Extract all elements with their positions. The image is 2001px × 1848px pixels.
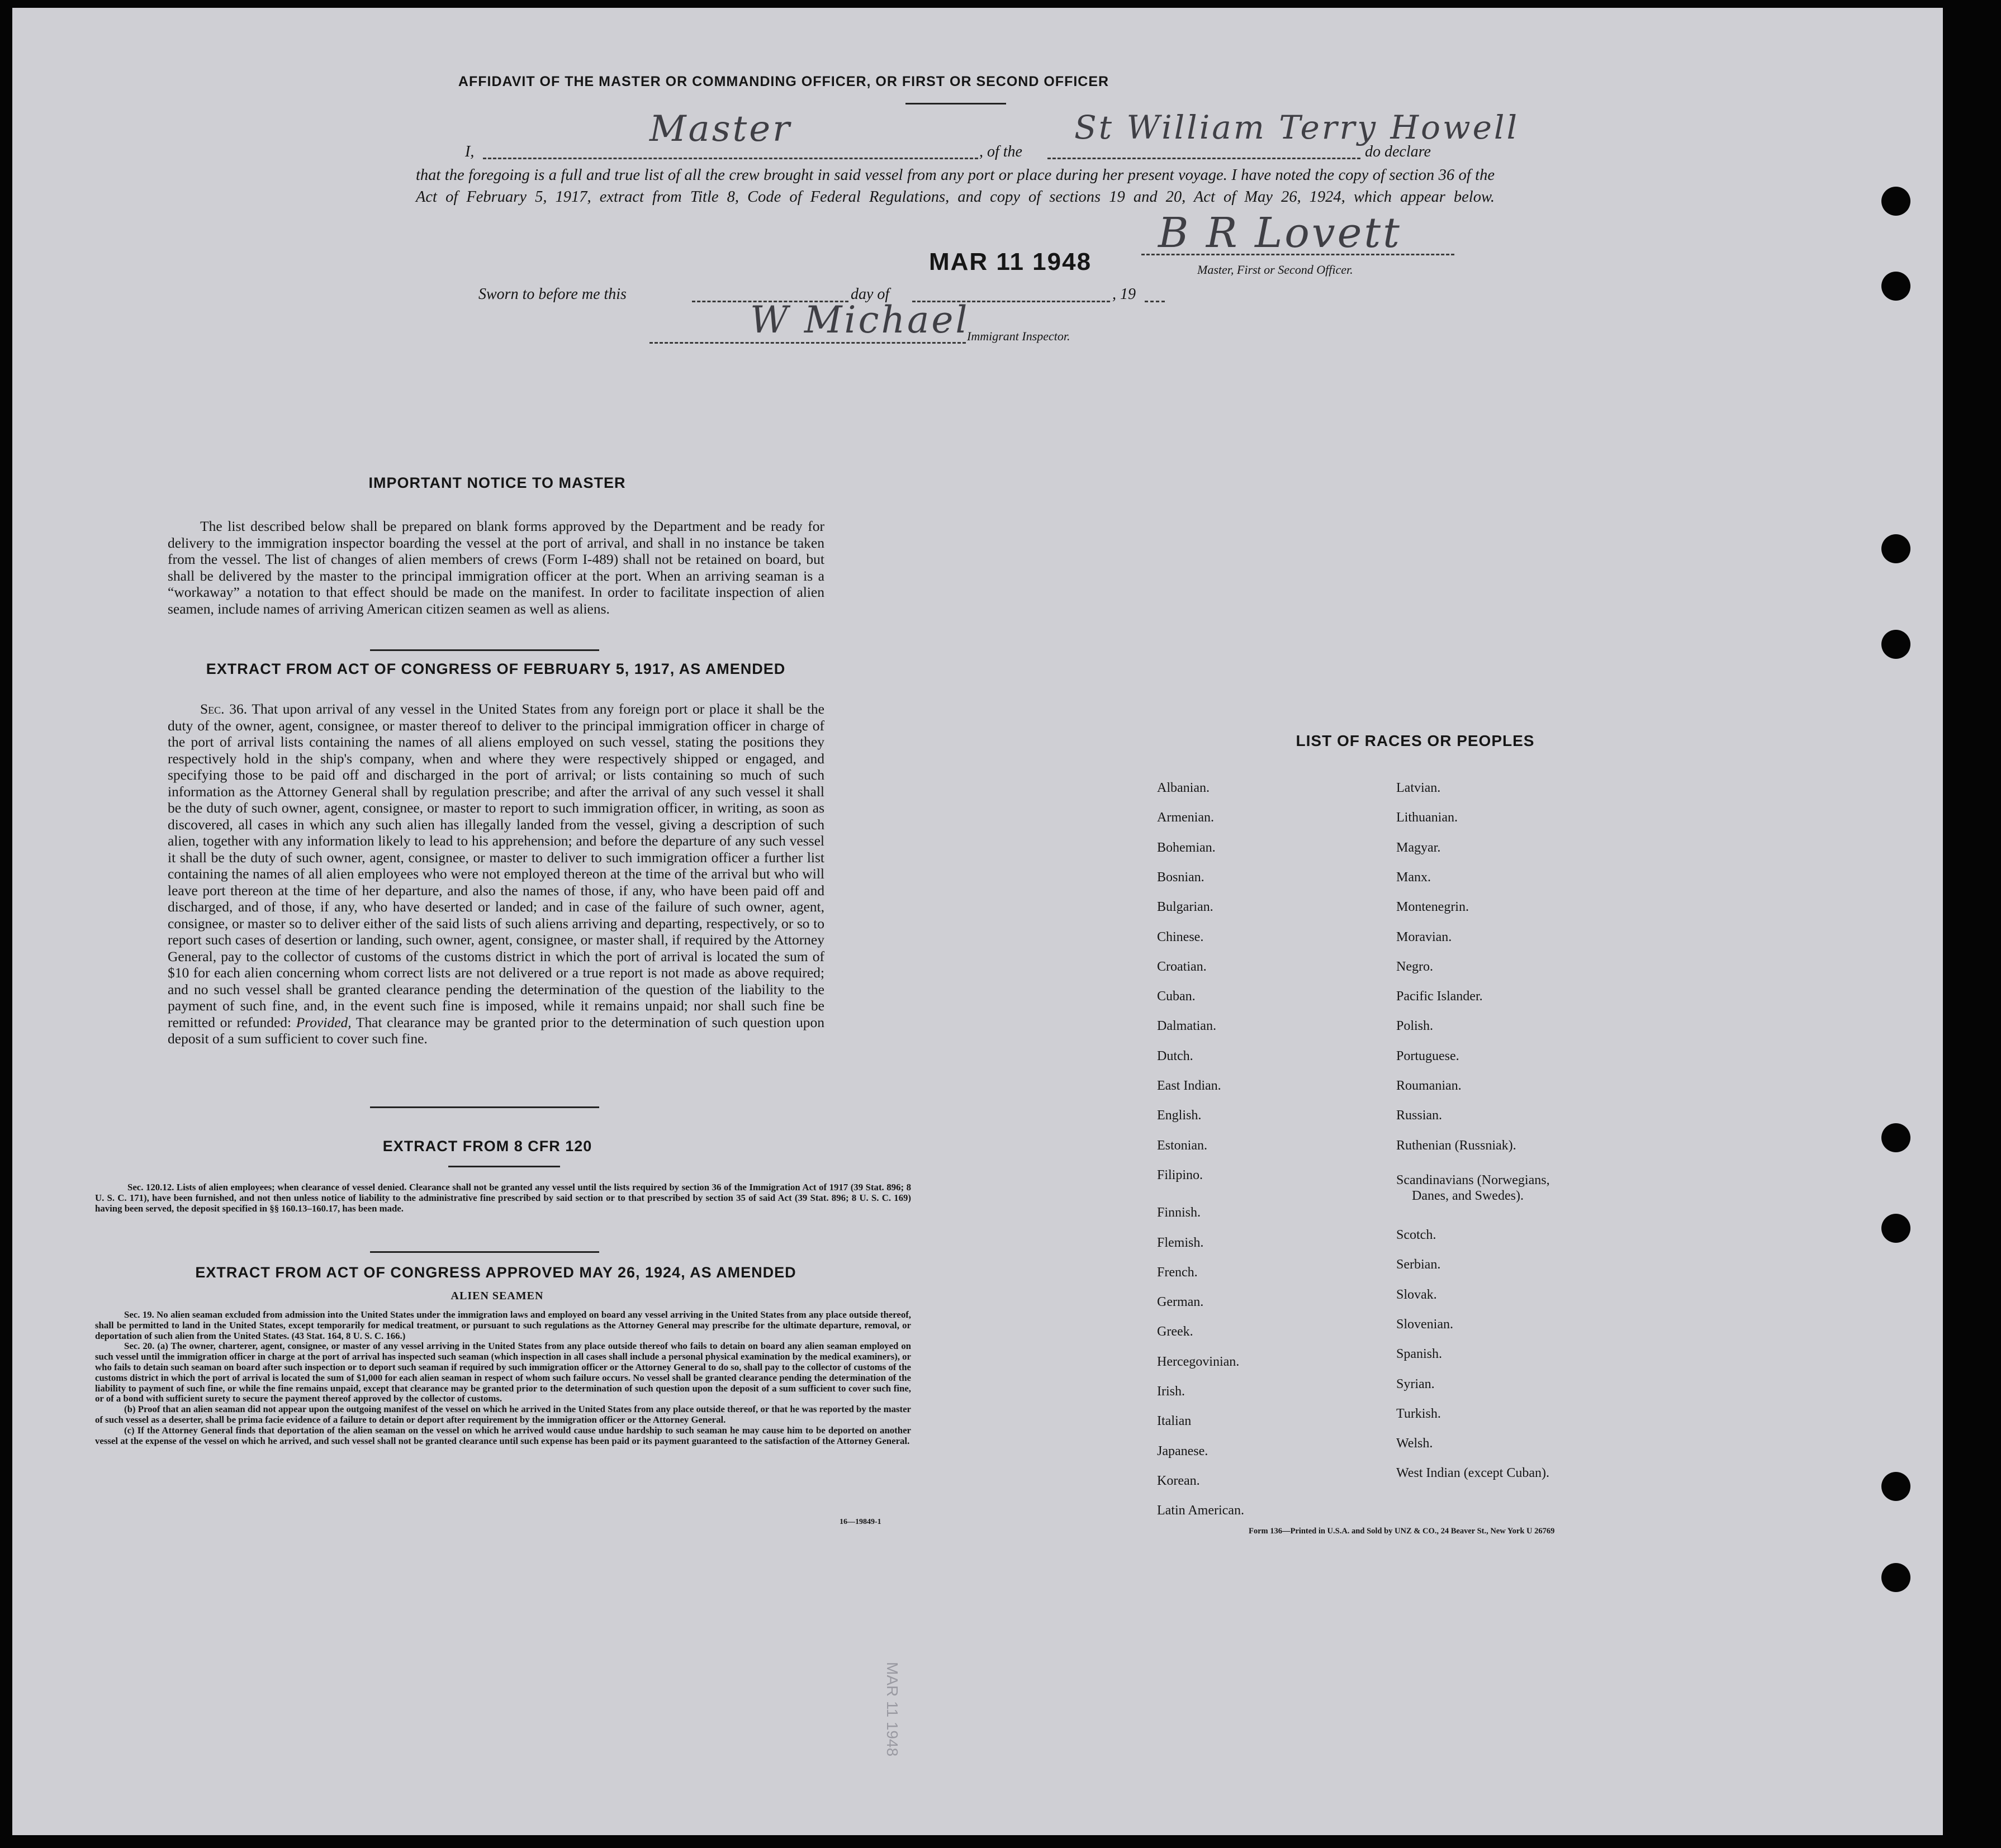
race-item: Latin American. <box>1157 1503 1244 1518</box>
extract-1917-rule <box>370 1106 599 1108</box>
extract-1917-body <box>168 701 824 1047</box>
master-name-handwriting: Master <box>649 108 792 150</box>
binder-hole <box>1881 630 1910 659</box>
extract-cfr-title-rule <box>448 1166 560 1167</box>
master-role-label: Master, First or Second Officer. <box>1197 263 1353 277</box>
race-item: West Indian (except Cuban). <box>1396 1466 1549 1480</box>
race-item: Serbian. <box>1396 1257 1441 1272</box>
affidavit-body: that the foregoing is a full and true list of all the crew brought in said vessel from any port or place during her present voyage. I have noted the copy of section 36 of the Act of February 5, 1917, extract from Title 8, Code of Federal Regulations, and copy of sections 19 and 20, Act of May 26, 1924, which appear below. <box>416 167 1495 206</box>
race-item: Roumanian. <box>1396 1079 1462 1093</box>
race-item: Bosnian. <box>1157 870 1205 885</box>
race-item: Finnish. <box>1157 1205 1201 1220</box>
binder-hole <box>1881 1214 1910 1243</box>
affidavit-i-label: I, <box>465 143 475 160</box>
binder-hole <box>1881 1123 1910 1152</box>
binder-hole <box>1881 1472 1910 1501</box>
race-item: Japanese. <box>1157 1444 1208 1459</box>
vessel-name-line <box>1047 158 1360 159</box>
race-item: Turkish. <box>1396 1407 1441 1421</box>
extract-1917-text: That upon arrival of any vessel in the United States from any foreign port or place it shall be the duty of the owner, agent, consignee, or master thereof to deliver to the principal immigration officer in charge of the port of arrival lists containing the names of all aliens employed on such vessel, stating the positions they respectively hold in the ship's company, when and where they were respectively shipped or engaged, and specifying those to be paid off and discharged in the port of arrival; or lists containing so much of such information as the Attorney General shall by regulation prescribe; and after the arrival of any such vessel it shall be the duty of such owner, agent, consignee, or master to report to such immigration officer, in writing, as soon as discovered, all cases in which any such alien has illegally landed from the vessel, giving a description of such alien, together with any information likely to lead to his apprehension; and before the departure of any such vessel it shall be the duty of such owner, agent, consignee, or master to deliver to such immigration officer a further list containing the names of all alien employees who were not employed thereon at the time of the arrival but who will leave port thereon at the time of her departure, and also the names of those, if any, who have been paid off and discharged, and of those, if any, who have deserted or landed; and in case of the failure of such owner, agent, consignee, or master so to deliver either of the said lists of such aliens arriving and departing, respectively, or so to report such cases of desertion or landing, such owner, agent, consignee, or master shall, if required by the Attorney General, pay to the collector of customs of the customs district in which the port of arrival is located the sum of $10 for each alien concerning whom correct lists are not delivered or a true report is not made as above required; and no such vessel shall be granted clearance pending the determination of the question of the liability to the payment of such fine, and, in the event such fine is imposed, while it remains unpaid; nor shall such fine be remitted or refunded: <box>168 701 824 1030</box>
race-item: Russian. <box>1396 1108 1443 1123</box>
extract-1924-body <box>95 1310 911 1446</box>
notice-body: The list described below shall be prepared on blank forms approved by the Department and be ready for delivery to the immigration inspector boarding the vessel at the port of arrival, and shall in no instance be taken from the vessel. The list of changes of alien members of crews (Form I-489) shall not be retained on board, but shall be delivered by the master to the principal immigration officer at the port. When an arriving seaman is a “workaway” a notation to that effect should be made on the manifest. In order to facilitate inspection of alien seamen, include names of arriving American citizen seamen as well as aliens. <box>168 518 824 617</box>
extract-1924-subtitle: ALIEN SEAMEN <box>451 1290 544 1302</box>
race-item: Manx. <box>1396 870 1431 885</box>
inspector-role-label: Immigrant Inspector. <box>967 329 1070 343</box>
vessel-name-handwriting: St William Terry Howell <box>1074 108 1520 146</box>
extract-1924-sec-20c: (c) If the Attorney General finds that deportation of the alien seaman on the vessel on which he arrived would cause undue hardship to such seaman he may cause him to be deported on another vessel at the expense of the vessel on which he arrived, and such vessel shall not be granted clearance until such expense has been paid or its payment guaranteed to the satisfaction of the Attorney General. <box>95 1424 911 1446</box>
form-imprint: Form 136—Printed in U.S.A. and Sold by UNZ & CO., 24 Beaver St., New York U 26769 <box>1249 1527 1555 1536</box>
race-item: Chinese. <box>1157 930 1204 944</box>
race-item: Portuguese. <box>1396 1049 1459 1063</box>
extract-cfr-rule <box>370 1251 599 1253</box>
inspector-signature: W Michael <box>750 298 970 341</box>
race-item: Korean. <box>1157 1474 1200 1488</box>
race-item: Slovenian. <box>1396 1317 1453 1332</box>
race-item: Hercegovinian. <box>1157 1355 1240 1369</box>
race-item: Syrian. <box>1396 1377 1435 1391</box>
extract-1924-sec-19: Sec. 19. No alien seaman excluded from admission into the United States under the immigration laws and employed on board any vessel arriving in the United States from any place outside thereof, shall be permitted to land in the United States, except temporarily for medical treatment, or pursuant to such regulations as the Attorney General may prescribe for the ultimate departure, removal, or deportation of such alien from the United States. (43 Stat. 164, 8 U. S. C. 166.) <box>95 1309 911 1341</box>
race-item: Moravian. <box>1396 930 1452 944</box>
races-title: LIST OF RACES OR PEOPLES <box>1296 732 1535 749</box>
extract-1917-title: EXTRACT FROM ACT OF CONGRESS OF FEBRUARY 5, 1917, AS AMENDED <box>206 661 786 677</box>
extract-cfr-body: Sec. 120.12. Lists of alien employees; when clearance of vessel denied. Clearance shall not be granted any vessel until the lists required by section 36 of the Immigration Act of 1917 (39 Stat. 896; 8 U. S. C. 171), have been furnished, and not then unless notice of liability to the administrative fine prescribed by said section or to that prescribed by section 35 of said Act (39 Stat. 896; 8 U. S. C. 169) having been served, the deposit specified in §§ 160.13–160.17, has been made. <box>95 1182 911 1214</box>
race-item: Montenegrin. <box>1396 900 1469 914</box>
race-item: Irish. <box>1157 1384 1185 1399</box>
binder-hole <box>1881 272 1910 301</box>
race-item: German. <box>1157 1295 1204 1309</box>
race-item: Scotch. <box>1396 1228 1436 1242</box>
race-item: Albanian. <box>1157 781 1210 795</box>
extract-1917-section-label: Sec. 36. <box>200 701 248 717</box>
extract-1924-sec-20b: (b) Proof that an alien seaman did not appear upon the outgoing manifest of the vessel on which he arrived in the United States from any place outside thereof, or that he was reported by the master of such vessel as a deserter, shall be prima facie evidence of a failure to detain or deport after requirement by the immigration officer or the Attorney General. <box>95 1404 911 1425</box>
document-sheet <box>12 8 1943 1835</box>
notice-rule <box>370 649 599 651</box>
race-item: Bulgarian. <box>1157 900 1213 914</box>
race-item: Filipino. <box>1157 1168 1203 1182</box>
race-item: Pacific Islander. <box>1396 989 1483 1004</box>
race-item: Scandinavians (Norwegians, <box>1396 1173 1550 1187</box>
race-item: Latvian. <box>1396 781 1441 795</box>
race-item: East Indian. <box>1157 1079 1221 1093</box>
race-item: Bohemian. <box>1157 840 1216 855</box>
sworn-year-line <box>1145 301 1165 302</box>
extract-1924-sec-20a: Sec. 20. (a) The owner, charterer, agent, consignee, or master of any vessel arriving in the United States from any place outside thereof who fails to detain on board any alien seaman employed on such vessel until the immigration officer in charge at the port of arrival has inspected such seaman (which inspection in all cases shall include a personal physical examination by the medical examiners), or who fails to detain such seaman on board after such inspection or to deport such seaman if required by such immigration officer or the Attorney General to do so, shall pay to the collector of customs of the customs district in which the port of arrival is located the sum of $1,000 for each alien seaman in respect of whom such failure occurs. No vessel shall be granted clearance pending the determination of the liability to payment of such fine, or while the fine remains unpaid, except that clearance may be granted prior to the determination of such question upon the deposit of a sum sufficient to cover such fine, or of a bond with sufficient surety to secure the payment thereof approved by the collector of customs. <box>95 1341 911 1404</box>
binder-hole <box>1881 1563 1910 1592</box>
race-item: Spanish. <box>1396 1347 1443 1361</box>
extract-1917-text-end: That clearance may be granted prior to the determination of such question upon deposit of a sum sufficient to cover such fine. <box>168 1014 825 1047</box>
race-item: Dalmatian. <box>1157 1019 1216 1033</box>
race-item: English. <box>1157 1108 1202 1123</box>
sworn-label: Sworn to before me this <box>478 286 627 303</box>
race-item: Armenian. <box>1157 810 1214 825</box>
print-code: 16—19849-1 <box>840 1518 881 1526</box>
affidavit-do-declare-label: do declare <box>1365 143 1431 160</box>
race-item: Greek. <box>1157 1324 1193 1339</box>
race-item: Italian <box>1157 1414 1192 1428</box>
race-item: Flemish. <box>1157 1236 1204 1250</box>
year-label: , 19 <box>1112 286 1136 303</box>
inspector-signature-line <box>649 342 966 344</box>
race-item: Dutch. <box>1157 1049 1193 1063</box>
notice-title: IMPORTANT NOTICE TO MASTER <box>368 474 626 491</box>
race-item: Negro. <box>1396 959 1433 974</box>
race-item: Ruthenian (Russniak). <box>1396 1138 1516 1153</box>
affidavit-title: AFFIDAVIT OF THE MASTER OR COMMANDING OFFICER, OR FIRST OR SECOND OFFICER <box>458 74 1109 89</box>
extract-cfr-title: EXTRACT FROM 8 CFR 120 <box>382 1138 592 1155</box>
date-stamp: MAR 11 1948 <box>929 248 1092 275</box>
master-name-line <box>483 158 978 159</box>
extract-1924-title: EXTRACT FROM ACT OF CONGRESS APPROVED MAY 26, 1924, AS AMENDED <box>195 1264 796 1281</box>
affidavit-of-the-label: , of the <box>979 143 1022 160</box>
race-item: Polish. <box>1396 1019 1434 1033</box>
race-item: Danes, and Swedes). <box>1412 1189 1524 1203</box>
affidavit-title-rule <box>905 103 1006 104</box>
race-item: Slovak. <box>1396 1288 1437 1302</box>
race-item: Cuban. <box>1157 989 1196 1004</box>
race-item: Welsh. <box>1396 1436 1433 1451</box>
faint-date-stamp: MAR 11 1948 <box>884 1662 901 1757</box>
race-item: Lithuanian. <box>1396 810 1458 825</box>
binder-hole <box>1881 534 1910 563</box>
race-item: French. <box>1157 1265 1198 1280</box>
binder-hole <box>1881 187 1910 216</box>
day-of-label: day of <box>851 286 890 303</box>
race-item: Estonian. <box>1157 1138 1207 1153</box>
race-item: Croatian. <box>1157 959 1207 974</box>
master-signature: B R Lovett <box>1158 209 1402 257</box>
extract-1917-proviso: Provided, <box>296 1014 352 1030</box>
race-item: Magyar. <box>1396 840 1441 855</box>
